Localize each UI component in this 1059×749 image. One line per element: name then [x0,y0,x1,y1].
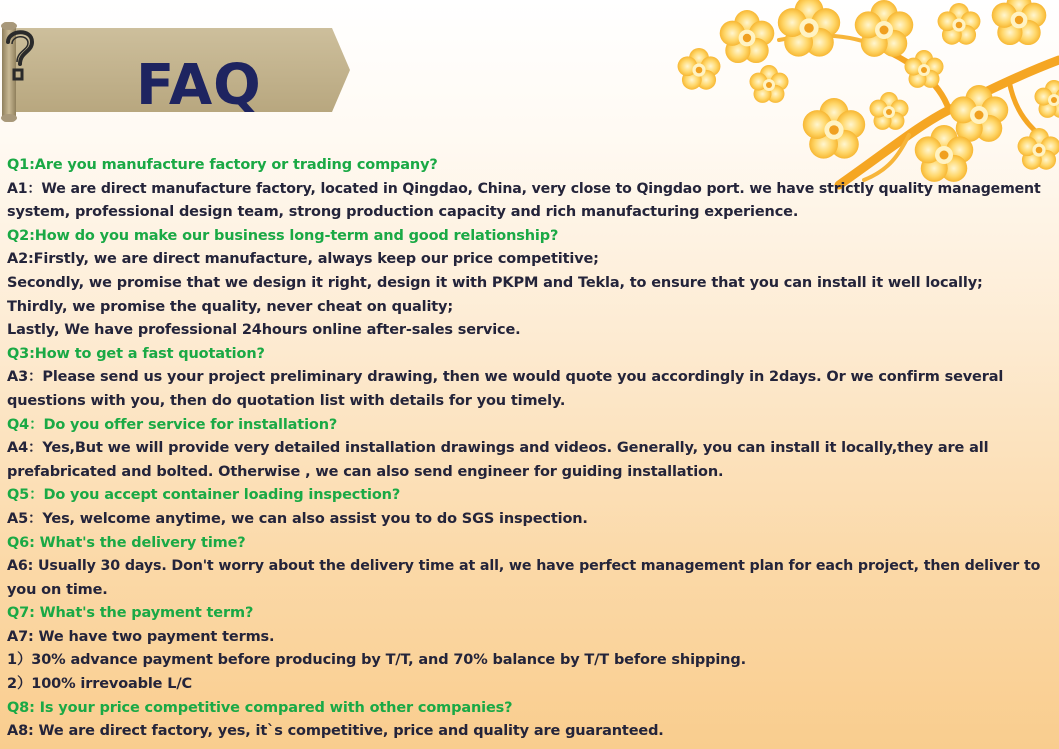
faq-question-4: Q4：Do you offer service for installation? [7,416,338,433]
faq-answer-5-line: A5：Yes, welcome anytime, we can also assist you to do SGS inspection. [7,510,588,527]
faq-answer-6-line: A6: Usually 30 days. Don't worry about the delivery time at all, we have perfect management plan for each project, then deliver to [7,558,1041,575]
faq-answer-2-line: Lastly, We have professional 24hours online after-sales service. [7,322,521,339]
faq-answer-3-line: questions with you, then do quotation list with details for you timely. [7,392,566,409]
faq-question-7: Q7: What's the payment term? [7,605,254,622]
faq-answer-1-line: system, professional design team, strong production capacity and rich manufacturing experience. [7,204,799,221]
faq-answer-2-line: Secondly, we promise that we design it right, design it with PKPM and Tekla, to ensure that you can install it well locally; [7,274,983,291]
faq-list [7,154,1047,744]
faq-question-1: Q1:Are you manufacture factory or trading company? [7,157,438,173]
page-title: FAQ [136,53,262,118]
faq-answer-2-line: A2:Firstly, we are direct manufacture, always keep our price competitive; [7,251,599,268]
faq-answer-2-line: Thirdly, we promise the quality, never cheat on quality; [7,298,454,315]
faq-answer-8-line: A8: We are direct factory, yes, it`s competitive, price and quality are guaranteed. [7,723,664,740]
faq-banner [0,22,352,122]
faq-answer-3-line: A3：Please send us your project preliminary drawing, then we would quote you accordingly in 2days. Or we confirm several [7,369,1004,386]
faq-answer-6-line: you on time. [7,581,108,598]
faq-answer-7-line: A7: We have two payment terms. [7,628,275,645]
faq-answer-7-line: 2）100% irrevoable L/C [7,676,192,693]
faq-question-3: Q3:How to get a fast quotation? [7,345,265,362]
faq-question-6: Q6: What's the delivery time? [7,534,246,551]
faq-answer-1-line: A1：We are direct manufacture factory, located in Qingdao, China, very close to Qingdao port. we have strictly quality management [7,180,1041,197]
faq-question-5: Q5：Do you accept container loading inspection? [7,487,401,504]
faq-question-8: Q8: Is your price competitive compared with other companies? [7,699,513,716]
faq-question-2: Q2:How do you make our business long-term and good relationship? [7,227,559,244]
faq-answer-7-line: 1）30% advance payment before producing by T/T, and 70% balance by T/T before shipping. [7,652,746,669]
faq-answer-4-line: A4：Yes,But we will provide very detailed installation drawings and videos. Generally, you can install it locally,they are all [7,440,989,457]
question-mark-icon [0,22,40,86]
faq-answer-4-line: prefabricated and bolted. Otherwise , we can also send engineer for guiding installation. [7,463,724,480]
